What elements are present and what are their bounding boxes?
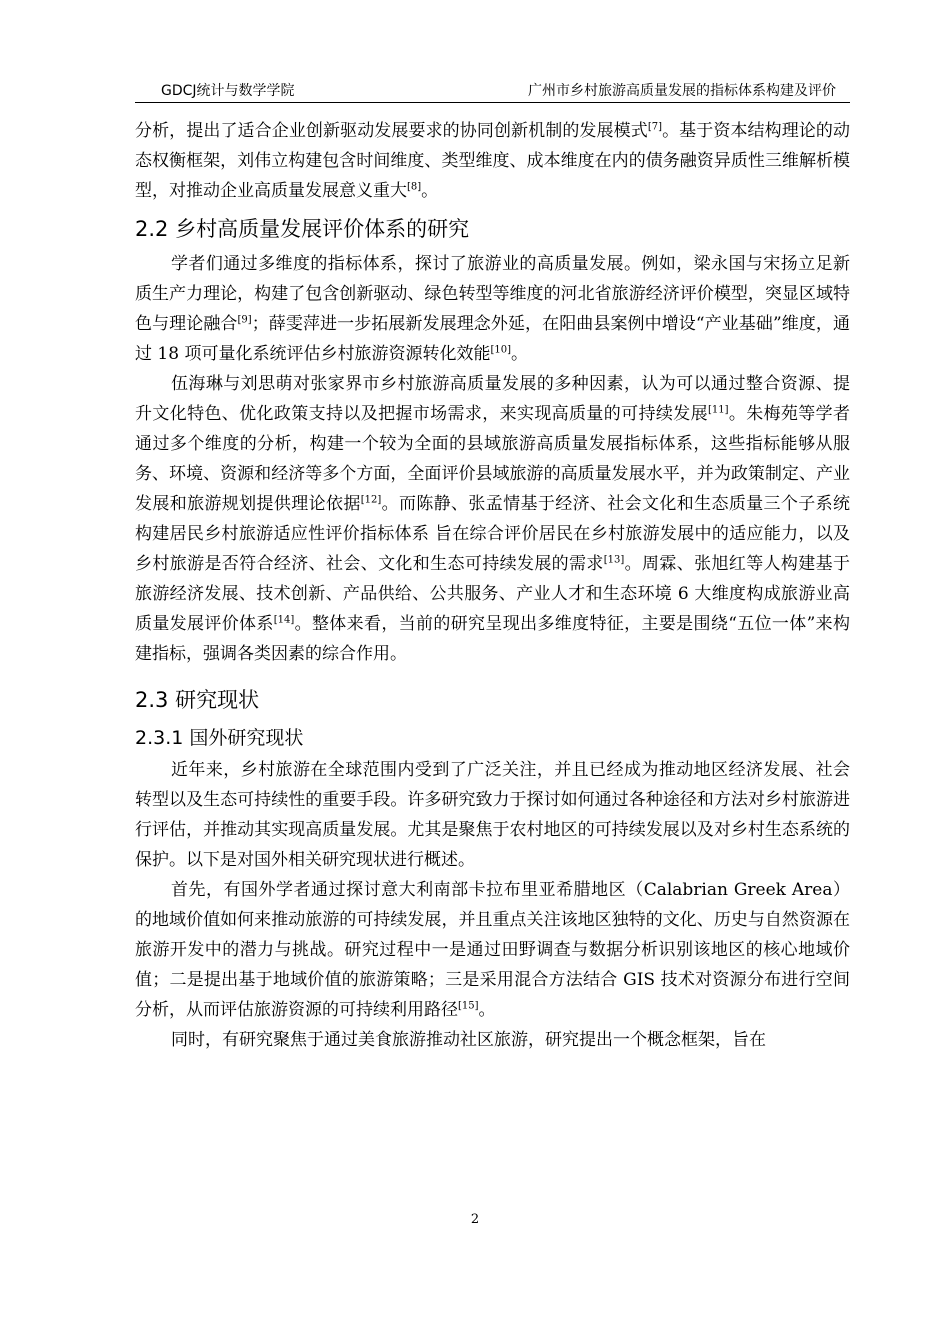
citation-8[interactable]: [8] <box>407 181 422 193</box>
citation-9[interactable]: [9] <box>237 314 252 326</box>
citation-7[interactable]: [7] <box>647 121 662 133</box>
header-rule <box>135 102 850 103</box>
paragraph-evaluation-system: 学者们通过多维度的指标体系，探讨了旅游业的高质量发展。例如，梁永国与宋扬立足新质生产力理论，构建了包含创新驱动、绿色转型等维度的河北省旅游经济评价模型，突显区域特色与理论融合[9]；薛雯萍进一步拓展新发展理念外延，在阳曲县案例中增设“产业基础”维度，通过 18 项可量化系统评估乡村旅游资源转化效能[10]。 <box>135 254 851 364</box>
section-heading-2-3-1: 2.3.1 国外研究现状 <box>135 727 304 749</box>
citation-15[interactable]: [15] <box>458 1000 479 1012</box>
citation-13[interactable]: [13] <box>603 554 625 566</box>
section-heading-2-3: 2.3 研究现状 <box>135 688 260 712</box>
paragraph-continued: 分析，提出了适合企业创新驱动发展要求的协同创新机制的发展模式[7]。基于资本结构理论的动态权衡框架，刘伟立构建包含时间维度、类型维度、成本维度在内的债务融资异质性三维解析模型，对推动企业高质量发展意义重大[8]。 <box>135 121 851 201</box>
header-right-text: 广州市乡村旅游高质量发展的指标体系构建及评价 <box>528 83 836 99</box>
section-heading-2-2: 2.2 乡村高质量发展评价体系的研究 <box>135 217 470 241</box>
paragraph-foreign-overview: 近年来，乡村旅游在全球范围内受到了广泛关注，并且已经成为推动地区经济发展、社会转型以及生态可持续性的重要手段。许多研究致力于探讨如何通过各种途径和方法对乡村旅游进行评估，并推动其实现高质量发展。尤其是聚焦于农村地区的可持续发展以及对乡村生态系统的保护。以下是对国外相关研究现状进行概述。 <box>135 760 850 870</box>
paragraph-domestic-studies: 伍海琳与刘思萌对张家界市乡村旅游高质量发展的多种因素，认为可以通过整合资源、提升文化特色、优化政策支持以及把握市场需求，来实现高质量的可持续发展[11]。朱梅苑等学者通过多个维度的分析，构建一个较为全面的县域旅游高质量发展指标体系，这些指标能够从服务、环境、资源和经济等多个方面，全面评价县域旅游的高质量发展水平，并为政策制定、产业发展和旅游规划提供理论依据[12]。而陈静、张孟情基于经济、社会文化和生态质量三个子系统构建居民乡村旅游适应性评价指标体系 旨在综合评价居民在乡村旅游发展中的适应能力，以及乡村旅游是否符合经济、社会、文化和生态可持续发展的需求[13]。周霖、张旭红等人构建基于旅游经济发展、技术创新、产品供给、公共服务、产业人才和生态环境 6 大维度构成旅游业高质量发展评价体系[14]。整体来看，当前的研究呈现出多维度特征，主要是围绕“五位一体”来构建指标，强调各类因素的综合作用。 <box>135 374 851 664</box>
page-header <box>135 76 850 104</box>
citation-10[interactable]: [10] <box>490 344 511 356</box>
paragraph-calabrian-study: 首先，有国外学者通过探讨意大利南部卡拉布里亚希腊地区（Calabrian Greek Area）的地域价值如何来推动旅游的可持续发展，并且重点关注该地区独特的文化、历史与自然资源在旅游开发中的潜力与挑战。研究过程中一是通过田野调查与数据分析识别该地区的核心地域价值；二是提出基于地域价值的旅游策略；三是采用混合方法结合 GIS 技术对资源分布进行空间分析，从而评估旅游资源的可持续利用路径[15]。 <box>135 880 850 1020</box>
page-number: 2 <box>470 1212 480 1227</box>
paragraph-food-tourism: 同时，有研究聚焦于通过美食旅游推动社区旅游，研究提出一个概念框架，旨在 <box>171 1030 766 1050</box>
citation-11[interactable]: [11] <box>707 404 729 416</box>
citation-14[interactable]: [14] <box>273 614 295 626</box>
citation-12[interactable]: [12] <box>360 494 382 506</box>
page-body <box>135 116 850 1055</box>
header-left-text: GDCJ统计与数学学院 <box>161 83 295 99</box>
